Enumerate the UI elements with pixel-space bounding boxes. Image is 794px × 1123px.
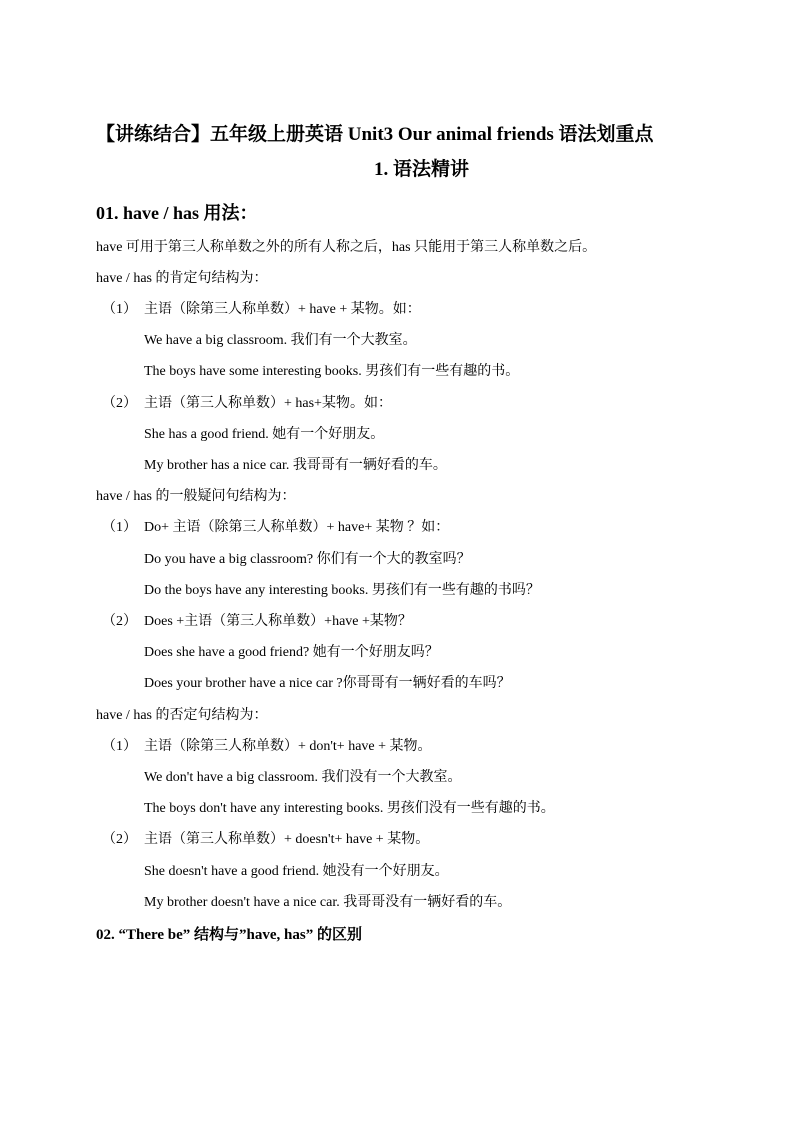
negative-rule1-number: （1）: [102, 739, 137, 754]
negative-rule2: 主语（第三人称单数）+ doesn't+ have + 某物。: [144, 832, 430, 847]
negative-rule1-example1: We don't have a big classroom. 我们没有一个大教室。: [144, 770, 462, 785]
section-heading-have-has: 01. have / has 用法：: [96, 203, 258, 223]
document-title: 【讲练结合】五年级上册英语 Unit3 Our animal friends 语法划重点: [96, 124, 654, 145]
negative-rule1-example2: The boys don't have any interesting books. 男孩们没有一些有趣的书。: [144, 801, 555, 816]
document-subtitle: 1. 语法精讲: [374, 159, 470, 180]
question-rule1-number: （1）: [102, 520, 137, 535]
affirmative-rule1-example2: The boys have some interesting books. 男孩们有一些有趣的书。: [144, 364, 520, 379]
question-rule1: Do+ 主语（除第三人称单数）+ have+ 某物 ？如：: [144, 520, 450, 535]
question-rule2-example1: Does she have a good friend? 她有一个好朋友吗？: [144, 645, 439, 660]
affirmative-rule2: 主语（第三人称单数）+ has+某物。如：: [144, 396, 392, 411]
affirmative-rule2-number: （2）: [102, 396, 137, 411]
question-heading: have / has 的一般疑问句结构为：: [96, 489, 296, 504]
affirmative-rule2-example2: My brother has a nice car. 我哥哥有一辆好看的车。: [144, 458, 447, 473]
question-rule2-number: （2）: [102, 614, 137, 629]
negative-rule2-number: （2）: [102, 832, 137, 847]
affirmative-rule2-example1: She has a good friend. 她有一个好朋友。: [144, 427, 385, 442]
section-heading-there-be: 02. “There be” 结构与”have, has” 的区别: [96, 927, 362, 943]
negative-rule2-example1: She doesn't have a good friend. 她没有一个好朋友。: [144, 864, 449, 879]
intro-paragraph: have 可用于第三人称单数之外的所有人称之后，has 只能用于第三人称单数之后。: [96, 240, 597, 255]
affirmative-rule1-example1: We have a big classroom. 我们有一个大教室。: [144, 333, 417, 348]
question-rule2-example2: Does your brother have a nice car ?你哥哥有一辆好看的车吗？: [144, 676, 511, 691]
question-rule2: Does +主语（第三人称单数）+have +某物？: [144, 614, 412, 629]
affirmative-rule1-number: （1）: [102, 302, 137, 317]
question-rule1-example1: Do you have a big classroom? 你们有一个大的教室吗？: [144, 552, 471, 567]
negative-rule2-example2: My brother doesn't have a nice car. 我哥哥没有一辆好看的车。: [144, 895, 512, 910]
affirmative-heading: have / has 的肯定句结构为：: [96, 271, 268, 286]
negative-heading: have / has 的否定句结构为：: [96, 708, 268, 723]
affirmative-rule1: 主语（除第三人称单数）+ have + 某物。如：: [144, 302, 421, 317]
negative-rule1: 主语（除第三人称单数）+ don't+ have + 某物。: [144, 739, 432, 754]
question-rule1-example2: Do the boys have any interesting books. 男孩们有一些有趣的书吗？: [144, 583, 540, 598]
